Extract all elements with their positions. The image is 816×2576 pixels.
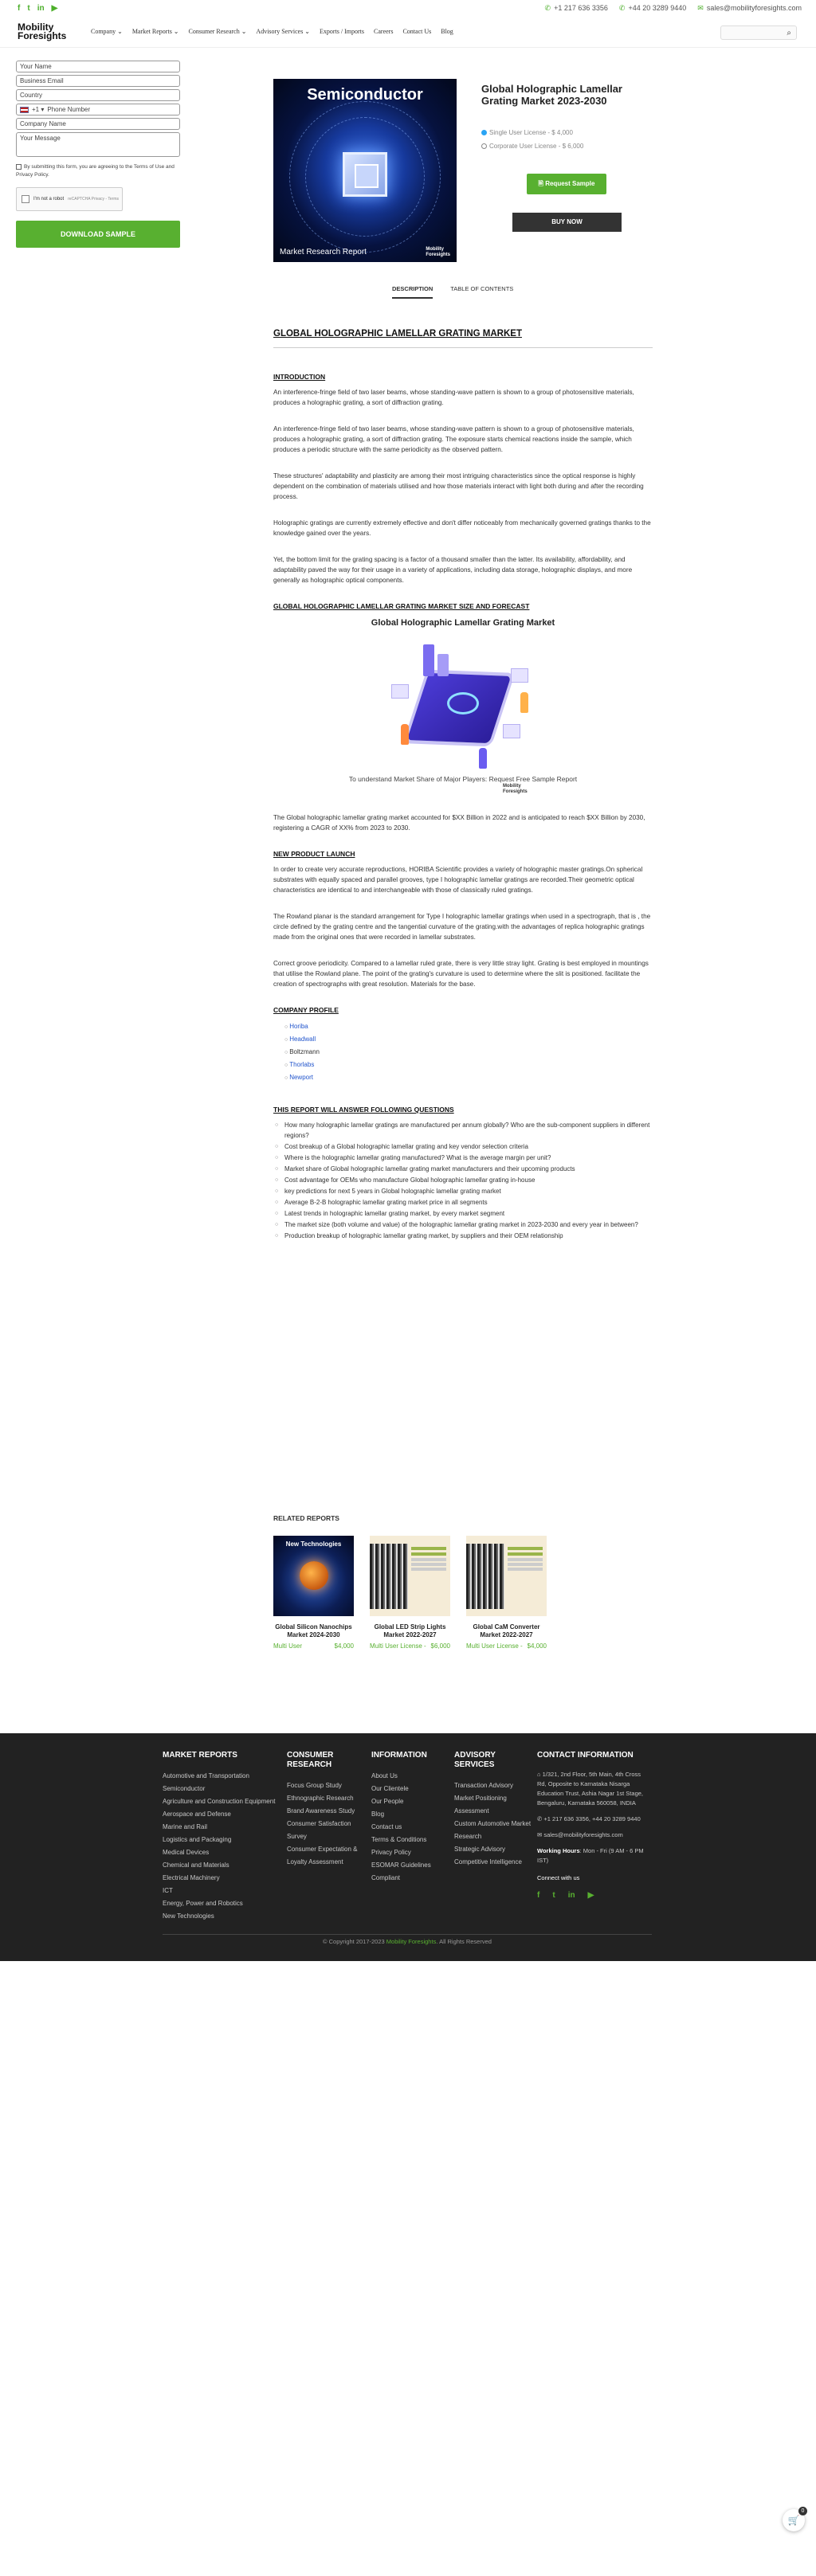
buy-now-button[interactable]: BUY NOW bbox=[512, 213, 622, 232]
footer-link[interactable]: Marine and Rail bbox=[163, 1823, 208, 1830]
footer-social bbox=[537, 1891, 649, 1900]
footer-link[interactable]: Brand Awareness Study bbox=[287, 1807, 355, 1815]
linkedin-icon[interactable]: in bbox=[567, 1891, 575, 1900]
connect-label: Connect with us bbox=[537, 1874, 580, 1881]
footer-market-reports: MARKET REPORTS Automotive and Transportation Semiconductor Agriculture and Construction Equipment Aerospace and Defense Marine and Rail Logistics and Packaging Medical Devices Chemical and Materials Electrical Machinery ICT Energy, Power and Robotics New Technologies bbox=[163, 1751, 287, 1923]
related-report-card[interactable]: Global LED Strip Lights Market 2022-2027 Multi User License - $6,000 bbox=[370, 1536, 450, 1650]
paragraph: Yet, the bottom limit for the grating spacing is a factor of a thousand smaller than the latter. Its availability, affordability, and adaptability paved the way for their usage in a variety of applications, including data storage, holographic displays, and more generally as holographic optical components. bbox=[273, 556, 633, 584]
company-horiba[interactable]: ○ Horiba bbox=[284, 1020, 653, 1033]
radio-selected[interactable] bbox=[481, 130, 487, 135]
phone-icon: ✆ bbox=[618, 3, 626, 12]
footer-link[interactable]: Agriculture and Construction Equipment bbox=[163, 1798, 276, 1805]
footer-link[interactable]: Competitive Intelligence bbox=[454, 1858, 522, 1865]
list-item: ○ Cost breakup of a Global holographic lamellar grating and key vendor selection criteria bbox=[273, 1141, 653, 1152]
market-infographic[interactable] bbox=[343, 618, 583, 795]
footer-email[interactable]: ✉ sales@mobilityforesights.com bbox=[537, 1831, 623, 1838]
section-heading: NEW PRODUCT LAUNCH bbox=[273, 850, 355, 858]
copyright-brand-link[interactable]: Mobility Foresights bbox=[386, 1938, 437, 1945]
report-name[interactable]: Global Silicon Nanochips Market 2024-2030 bbox=[275, 1623, 352, 1638]
linkedin-icon[interactable]: in bbox=[37, 3, 45, 13]
footer-link[interactable]: Logistics and Packaging bbox=[163, 1836, 232, 1843]
license-single[interactable]: Single User License - $ 4,000 bbox=[481, 126, 583, 139]
figure-brand: Mobility Foresights bbox=[503, 784, 528, 794]
footer-link[interactable]: Energy, Power and Robotics bbox=[163, 1900, 243, 1907]
list-item: ○ Where is the holographic lamellar grating manufactured? What is the average margin per unit? bbox=[273, 1153, 653, 1163]
list-item: ○ Cost advantage for OEMs who manufacture Global holographic lamellar grating in-house bbox=[273, 1175, 653, 1185]
radio-unselected[interactable] bbox=[481, 143, 487, 149]
recaptcha: I'm not a robot reCAPTCHA Privacy - Terms bbox=[16, 187, 123, 211]
list-item: ○ key predictions for next 5 years in Global holographic lamellar grating market bbox=[273, 1186, 653, 1196]
footer-link[interactable]: Electrical Machinery bbox=[163, 1874, 220, 1881]
list-item: ○ How many holographic lamellar gratings are manufactured per annum globally? Who are the sub-component suppliers in different regions? bbox=[273, 1120, 653, 1141]
related-heading: RELATED REPORTS bbox=[273, 1514, 339, 1522]
social-links bbox=[18, 4, 57, 13]
recaptcha-checkbox[interactable] bbox=[22, 195, 29, 203]
related-report-card[interactable]: New Technologies Global Silicon Nanochips Market 2024-2030 Multi User $4,000 bbox=[273, 1536, 354, 1650]
footer-link[interactable]: New Technologies bbox=[163, 1912, 214, 1920]
company-thorlabs[interactable]: ○ Thorlabs bbox=[284, 1059, 653, 1071]
report-description bbox=[273, 329, 653, 1242]
footer-link[interactable]: Terms & Conditions bbox=[371, 1836, 427, 1843]
search-icon[interactable]: ⌕ bbox=[787, 28, 791, 37]
recaptcha-brand: reCAPTCHA Privacy - Terms bbox=[68, 197, 119, 202]
list-item: ○ Production breakup of holographic lamellar grating market, by suppliers and their OEM relationship bbox=[273, 1231, 653, 1241]
tab-description[interactable]: DESCRIPTION bbox=[392, 285, 433, 299]
message-field[interactable]: Your Message bbox=[16, 132, 180, 157]
paragraph: Holographic gratings are currently extremely effective and don't differ noticeably from mechanically governed gratings thanks to the knowledge gained over the years. bbox=[273, 519, 651, 537]
footer-link[interactable]: Chemical and Materials bbox=[163, 1862, 230, 1869]
tab-table-of-contents[interactable]: TABLE OF CONTENTS bbox=[450, 285, 514, 292]
globe-icon bbox=[300, 1561, 328, 1590]
isometric-illustration bbox=[383, 636, 543, 772]
footer-link[interactable]: ESOMAR Guidelines Compliant bbox=[371, 1862, 431, 1881]
phone-field[interactable]: +1 ▾ Phone Number bbox=[16, 104, 180, 115]
paragraph: An interference-fringe field of two laser beams, whose standing-wave pattern is shown to a group of photosensitive materials, produces a holographic grating, a sort of diffraction grating. bbox=[273, 389, 634, 406]
mail-icon: ✉ bbox=[697, 3, 704, 12]
list-item: ○ Average B-2-B holographic lamellar grating market price in all segments bbox=[273, 1197, 653, 1208]
section-heading: COMPANY PROFILE bbox=[273, 1006, 339, 1014]
email-field[interactable]: Business Email bbox=[16, 75, 180, 87]
nav-consumer-research[interactable]: Consumer Research ⌄ bbox=[188, 28, 247, 35]
nav-careers[interactable]: Careers bbox=[374, 28, 394, 35]
facebook-icon[interactable]: f bbox=[537, 1891, 540, 1900]
cart-count-badge: 0 bbox=[798, 2507, 807, 2515]
footer-link[interactable]: Semiconductor bbox=[163, 1785, 206, 1792]
report-name[interactable]: Global CaM Converter Market 2022-2027 bbox=[473, 1623, 540, 1638]
basket-icon: 🛒 bbox=[787, 2515, 800, 2526]
paragraph: The Global holographic lamellar grating market accounted for $XX Billion in 2022 and is anticipated to reach $XX Billion by 2030, registering a CAGR of XX% from 2023 to 2030. bbox=[273, 814, 645, 832]
address-text: ⌂ 1/321, 2nd Floor, 5th Main, 4th Cross Rd, Opposite to Karnataka Nisarga Education Trust, Ashia Nagar 1st Stage, Bengaluru, Karnataka 560058, INDIA bbox=[537, 1771, 643, 1807]
paragraph: These structures' adaptability and plasticity are among their most intriguing characteristics since the optical response is highly dependent on the combination of materials utilised and how those materials interact with light both during and after the recording process. bbox=[273, 472, 644, 500]
download-sample-button[interactable]: DOWNLOAD SAMPLE bbox=[16, 221, 180, 248]
report-name[interactable]: Global LED Strip Lights Market 2022-2027 bbox=[374, 1623, 446, 1638]
figure-title: Global Holographic Lamellar Grating Market bbox=[371, 618, 555, 628]
license-corporate[interactable]: Corporate User License - $ 6,000 bbox=[481, 139, 583, 153]
footer-link[interactable]: Our People bbox=[371, 1798, 404, 1805]
search-input[interactable] bbox=[720, 25, 797, 40]
report-cover-image bbox=[370, 1536, 450, 1616]
report-cover-image: New Technologies bbox=[273, 1536, 354, 1616]
article-title: GLOBAL HOLOGRAPHIC LAMELLAR GRATING MARKET bbox=[273, 329, 653, 348]
youtube-icon[interactable]: ▶ bbox=[51, 3, 58, 13]
facebook-icon[interactable]: f bbox=[18, 3, 21, 13]
footer-link[interactable]: Strategic Advisory bbox=[454, 1846, 506, 1853]
footer-link[interactable]: About Us bbox=[371, 1772, 398, 1779]
footer-phones[interactable]: ✆ +1 217 636 3356, +44 20 3289 9440 bbox=[537, 1815, 641, 1822]
section-heading: GLOBAL HOLOGRAPHIC LAMELLAR GRATING MARKET SIZE AND FORECAST bbox=[273, 602, 530, 610]
chip-icon bbox=[343, 152, 387, 197]
nav-blog[interactable]: Blog bbox=[441, 28, 453, 35]
related-report-card[interactable]: Global CaM Converter Market 2022-2027 Multi User License - $4,000 bbox=[466, 1536, 547, 1650]
footer-link[interactable]: Ethnographic Research bbox=[287, 1795, 354, 1802]
related-reports bbox=[273, 1514, 547, 1650]
company-field[interactable]: Company Name bbox=[16, 118, 180, 130]
footer-link[interactable]: Medical Devices bbox=[163, 1849, 210, 1856]
phone-code-select[interactable]: +1 ▾ bbox=[32, 106, 45, 113]
list-item: ○ The market size (both volume and value) of the holographic lamellar grating market in 2023-2030 and every year in between? bbox=[273, 1219, 653, 1230]
footer-link[interactable]: Our Clientele bbox=[371, 1785, 409, 1792]
section-heading: INTRODUCTION bbox=[273, 373, 326, 381]
footer-link[interactable]: ICT bbox=[163, 1887, 173, 1894]
license-options bbox=[481, 126, 583, 153]
phone-uk[interactable]: ✆ +44 20 3289 9440 bbox=[618, 3, 687, 12]
report-cover-image: Semiconductor Market Research Report Mobility Foresights bbox=[273, 79, 457, 262]
footer-contact: CONTACT INFORMATION ⌂ 1/321, 2nd Floor, 5th Main, 4th Cross Rd, Opposite to Karnataka Nisarga Education Trust, Ashia Nagar 1st Stage, Bengaluru, Karnataka 560058, INDIA ✆ +1 217 636 3356, +44 20 3289 9440 ✉ sales@mobilityforesights.com Working Hours: Mon - Fri (9 AM - 6 PM IST) Connect with us f t in ▶ bbox=[537, 1751, 649, 1923]
copyright: © Copyright 2017-2023 Mobility Foresights. All Rights Reserved bbox=[163, 1934, 652, 1945]
nav-exports-imports[interactable]: Exports / Imports bbox=[320, 28, 365, 35]
email-link[interactable]: ✉ sales@mobilityforesights.com bbox=[697, 3, 802, 12]
footer-link[interactable]: Focus Group Study bbox=[287, 1782, 342, 1789]
footer-link[interactable]: Custom Automotive Market Research bbox=[454, 1820, 532, 1840]
request-sample-button[interactable]: 🖹 Request Sample bbox=[527, 174, 606, 194]
sample-request-form bbox=[16, 61, 180, 248]
footer-advisory: ADVISORY SERVICES Transaction Advisory Market Positioning Assessment Custom Automotive Market Research Strategic Advisory Competitive Intelligence bbox=[454, 1751, 537, 1923]
site-footer bbox=[0, 1733, 816, 1961]
product-title: Global Holographic Lamellar Grating Market 2023-2030 bbox=[481, 83, 622, 107]
paragraph: An interference-fringe field of two laser beams, whose standing-wave pattern is shown to a group of photosensitive materials, produces a holographic grating, a sort of diffraction grating. The exposure starts chemical reactions inside the sample, which produces a periodic structure with the same periodicity as the observed pattern. bbox=[273, 425, 634, 453]
report-cover-image bbox=[466, 1536, 547, 1616]
us-flag-icon[interactable] bbox=[20, 107, 29, 113]
figure-caption: To understand Market Share of Major Players: Request Free Sample Report bbox=[348, 775, 578, 783]
footer-link[interactable]: Privacy Policy bbox=[371, 1849, 411, 1856]
nav-advisory-services[interactable]: Advisory Services ⌄ bbox=[256, 28, 311, 35]
company-newport[interactable]: ○ Newport bbox=[284, 1071, 653, 1084]
report-tabs bbox=[392, 285, 513, 299]
phone-icon: ✆ bbox=[544, 3, 551, 12]
footer-link[interactable]: Market Positioning Assessment bbox=[454, 1795, 507, 1815]
consent-checkbox[interactable] bbox=[16, 164, 22, 170]
company-headwall[interactable]: ○ Headwall bbox=[284, 1033, 653, 1046]
footer-information: INFORMATION About Us Our Clientele Our People Blog Contact us Terms & Conditions Privacy Policy ESOMAR Guidelines Compliant bbox=[371, 1751, 454, 1923]
top-bar bbox=[0, 0, 816, 16]
paragraph: Correct groove periodicity. Compared to a lamellar ruled grate, there is very little stray light. Grating is best employed in mountings that utilise the Rowland plane. The point of the grating's curvature is used to determine where the slit is positioned. facilitate the creation of spectrographs with great resolution. Materials for the base. bbox=[273, 960, 649, 988]
nav-contact-us[interactable]: Contact Us bbox=[402, 28, 432, 35]
twitter-icon[interactable]: t bbox=[27, 3, 30, 13]
list-item: ○ Latest trends in holographic lamellar grating market, by every market segment bbox=[273, 1208, 653, 1219]
footer-link[interactable]: Consumer Satisfaction Survey bbox=[287, 1820, 351, 1840]
footer-link[interactable]: Automotive and Transportation bbox=[163, 1772, 249, 1779]
footer-link[interactable]: Contact us bbox=[371, 1823, 402, 1830]
consent-text: By submitting this form, you are agreeing to the Terms of Use and Privacy Policy. bbox=[16, 164, 175, 178]
phone-us[interactable]: ✆ +1 217 636 3356 bbox=[544, 3, 608, 12]
site-logo[interactable]: Mobility Foresights bbox=[18, 21, 67, 41]
twitter-icon[interactable]: t bbox=[552, 1891, 555, 1900]
company-list bbox=[284, 1020, 653, 1084]
name-field[interactable]: Your Name bbox=[16, 61, 180, 72]
main-nav bbox=[91, 28, 453, 35]
footer-link[interactable]: Transaction Advisory bbox=[454, 1782, 513, 1789]
questions-list bbox=[273, 1120, 653, 1241]
working-hours: Working Hours: Mon - Fri (9 AM - 6 PM IST) bbox=[537, 1847, 644, 1864]
nav-company[interactable]: Company ⌄ bbox=[91, 28, 123, 35]
company-boltzmann: ○ Boltzmann bbox=[284, 1046, 653, 1059]
site-header bbox=[0, 16, 816, 48]
paragraph: In order to create very accurate reproductions, HORIBA Scientific provides a variety of holographic master gratings.On spherical substrates with equally spaced and parallel grooves, type I holographic lamellar gratings are recorded.Their geometric optical characteristics are identical to and interchangeable with those of classically ruled gratings. bbox=[273, 866, 643, 894]
nav-market-reports[interactable]: Market Reports ⌄ bbox=[131, 28, 179, 35]
footer-link[interactable]: Aerospace and Defense bbox=[163, 1811, 231, 1818]
paragraph: The Rowland planar is the standard arrangement for Type I holographic lamellar gratings when used in a spectrograph, that is , the circle defined by the grating centre and the tangential curvature of the grating.with the advantages of replica holographic gratings made from the original ones that were recorded in lamellar substrates. bbox=[273, 913, 651, 941]
footer-link[interactable]: Blog bbox=[371, 1811, 385, 1818]
list-item: ○ Market share of Global holographic lamellar grating market manufacturers and their upcoming products bbox=[273, 1164, 653, 1174]
cover-brand: Mobility Foresights bbox=[426, 247, 450, 257]
cart-button[interactable] bbox=[783, 2509, 805, 2531]
footer-consumer-research: CONSUMER RESEARCH Focus Group Study Ethnographic Research Brand Awareness Study Consumer Satisfaction Survey Consumer Expectation & Loyalty Assessment bbox=[287, 1751, 371, 1923]
footer-link[interactable]: Consumer Expectation & Loyalty Assessment bbox=[287, 1846, 358, 1865]
country-field[interactable]: Country bbox=[16, 89, 180, 101]
youtube-icon[interactable]: ▶ bbox=[587, 1891, 594, 1900]
top-contacts bbox=[545, 4, 802, 13]
section-heading: THIS REPORT WILL ANSWER FOLLOWING QUESTIONS bbox=[273, 1106, 454, 1114]
